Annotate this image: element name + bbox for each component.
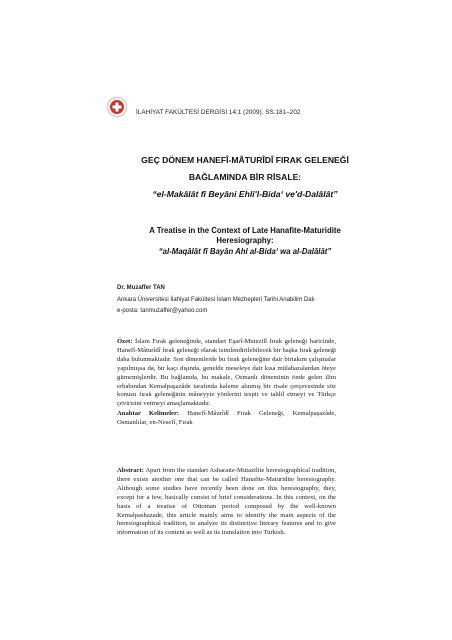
turkish-title [80,152,410,203]
turkish-title-line-1: GEÇ DÖNEM HANEFÎ-MÂTURÎDÎ FIRAK GELENEĞİ [141,155,349,165]
author-email: e-posta: tanmuzaffer@yahoo.com [117,308,208,314]
turkish-abstract [117,338,336,409]
keywords-text: Hanefî-Mâurîdî Fırak Geleneği, Kemalpaşazâde, Osmanlılar, en-Nesefî, Fırak [117,410,337,426]
university-seal-icon [106,96,128,118]
author-name: Dr. Muzaffer TAN [117,285,165,291]
journal-citation: İLAHİYAT FAKÜLTESİ DERGİSİ 14:1 (2009), SS.181–202 [136,109,301,116]
english-title-line-3: “al-Maqālāt fī Bayān Ahl al-Bida‘ wa al-Dalālāt” [158,246,332,256]
english-title [130,226,360,257]
ozet-text: İslam Fırak geleneğinde, standart Eşarî-Mutezilî fırak geleneği haricinde, Hanefî-Mâturîdî fırak geleneği olarak isimlendirilebilecek bir başka fırak geleneği daha bulunmaktadır. Son dönemlerde bu fırak geleneğine dair birtakım çalışmalar yapılmışsa da, bir kaçı dışında, genelde meseleye dair kısa mülahazalardan öteye gitmemişlerdir. Bu bağlamda, bu makale, Osmanlı döneminin önde gelen ilim erbabından Kemalpaşazâde tarafında kaleme alınmış bir risale çerçevesinde söz konusu fırak geleneğinin mâneyyiz yönlerini tespit ve tahlil etmeyi ve Türkçe çevirisini vermeyi amaçlamaktadır. [117,338,336,408]
english-abstract [117,467,336,538]
english-title-line-2: Heresiography: [216,236,274,246]
keywords-label: Anahtar Kelimeler: [117,410,180,417]
turkish-title-line-2: BAĞLAMINDA BİR RİSALE: [188,172,302,182]
author-affiliation: Ankara Üniversitesi İlahiyat Fakültesi İslam Mezhepleri Tarihi Anabilim Dalı [117,296,315,303]
abstract-label: Abstract: [117,467,144,474]
author-block [117,283,315,318]
ozet-label: Özet: [117,338,133,345]
english-title-line-1: A Treatise in the Context of Late Hanafite-Maturidite [149,226,341,235]
turkish-title-line-3: “el-Makâlât fî Beyâni Ehli'l-Bida‘ ve'd-Dalâlât” [152,189,338,199]
abstract-text: Apart from the standart Asharaite-Mutazilite heresiographical tradition, there exists another one that can be called Hanafite-Maturidite heresiography. Although some studies have recently been done on this heresiography, they, except for a few, basically consist of brief considerations. In this context, on the basis of a treatise of Ottoman period composed by the well-known Kemalpashazade, this article mainly aims to identify the main aspects of the heresiographical tradition, to analyze its distinctive literary features and to give information of its content as well as its translation into Turkish. [117,467,337,537]
keywords [117,410,336,428]
